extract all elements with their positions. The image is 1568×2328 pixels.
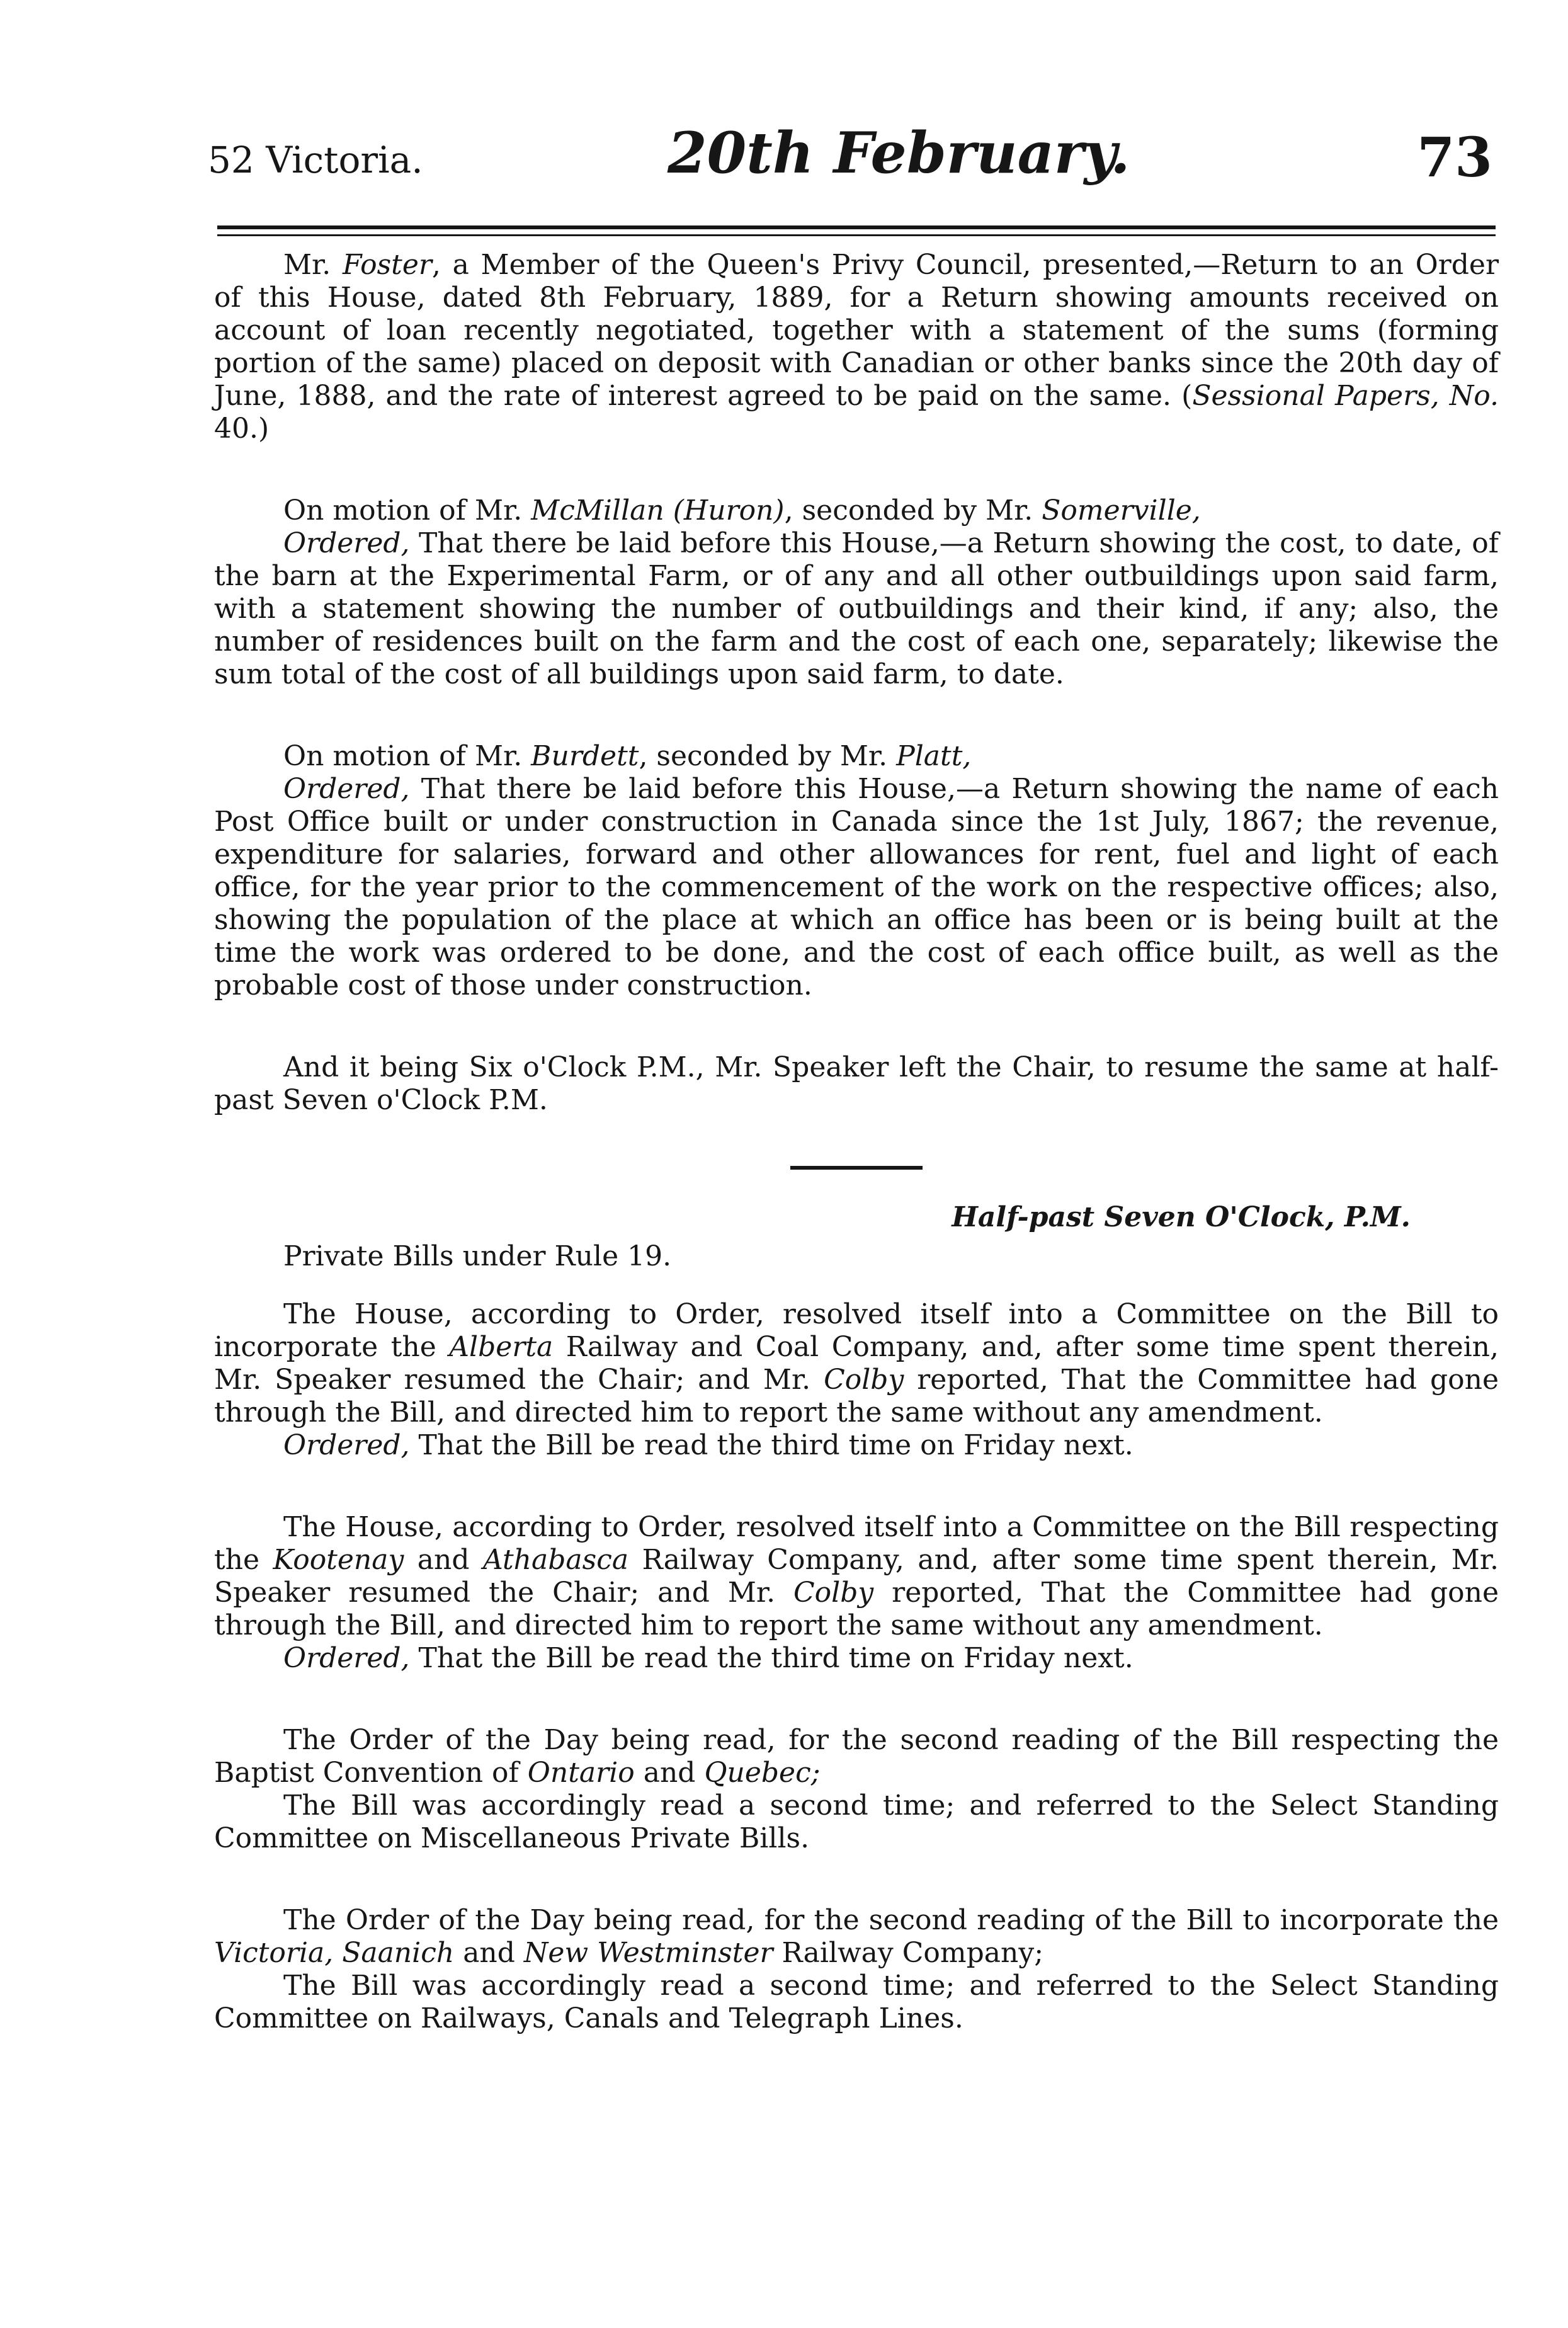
section-divider [790, 1166, 923, 1170]
journal-paragraph [214, 1051, 1499, 1117]
journal-paragraph [214, 740, 1499, 1002]
journal-paragraph [214, 1724, 1499, 1855]
italic-text: Athabasca [483, 1544, 629, 1576]
header-rule-thin [217, 234, 1496, 236]
italic-text: Ordered, [283, 1642, 410, 1674]
italic-text: Platt, [896, 740, 972, 772]
italic-text: Kootenay [273, 1544, 404, 1576]
italic-text: Ordered, [283, 1429, 410, 1461]
journal-paragraph [214, 249, 1499, 445]
italic-text: Ordered, [283, 527, 410, 559]
paragraph-line: The Bill was accordingly read a second time; and referred to the Select Standing Committee on Miscellaneous Private Bills. [214, 1789, 1499, 1854]
italic-text: New Westminster [523, 1937, 773, 1969]
italic-text: Sessional Papers, No. [1192, 380, 1499, 412]
paragraph-line: The House, according to Order, resolved itself into a Committee on the Bill respecting the Kootenay and Athabasca Railway Company, and, after some time spent therein, Mr. Speaker resumed the Chair; and Mr. Colby reported, That the Committee had gone through the Bill, and directed him to report the same without any amendment. [214, 1511, 1499, 1641]
journal-body [214, 249, 1499, 2084]
italic-text: Foster [342, 249, 432, 281]
paragraph-line: On motion of Mr. McMillan (Huron), seconded by Mr. Somerville, [283, 494, 1201, 527]
journal-paragraph [214, 494, 1499, 691]
italic-text: McMillan (Huron) [531, 494, 785, 527]
italic-text: Burdett [531, 740, 639, 772]
header-rule [217, 225, 1496, 229]
session-label: 52 Victoria. [208, 139, 423, 181]
paragraph-line: The Order of the Day being read, for the second reading of the Bill to incorporate the Victoria, Saanich and New Westminster Railway Company; [214, 1904, 1499, 1969]
italic-text: Alberta [449, 1331, 554, 1363]
paragraph-line: Ordered, That there be laid before this House,—a Return showing the name of each Post Office built or under construction in Canada since the 1st July, 1867; the revenue, expenditure for salaries, forward and other allowances for rent, fuel and light of each office, for the year prior to the commencement of the work on the respective offices; also, showing the population of the place at which an office has been or is being built at the time the work was ordered to be done, and the cost of each office built, as well as the probable cost of those under construction. [214, 773, 1499, 1001]
paragraph-line: The Order of the Day being read, for the second reading of the Bill respecting the Baptist Convention of Ontario and Quebec; [214, 1724, 1499, 1789]
italic-text: Colby [824, 1364, 904, 1396]
paragraph-line: Mr. Foster, a Member of the Queen's Privy Council, presented,—Return to an Order of this House, dated 8th February, 1889, for a Return showing amounts received on account of loan recently negotiated, together with a statement of the sums (forming portion of the same) placed on deposit with Canadian or other banks since the 20th day of June, 1888, and the rate of interest agreed to be paid on the same. (Sessional Papers, No. 40.) [214, 249, 1499, 445]
paragraph-line: On motion of Mr. Burdett, seconded by Mr. Platt, [283, 740, 972, 772]
private-bills-heading: Private Bills under Rule 19. [283, 1240, 672, 1272]
section-before-adjournment [214, 249, 1499, 1117]
paragraph-line: Ordered, That the Bill be read the third time on Friday next. [283, 1642, 1133, 1674]
journal-paragraph [214, 1904, 1499, 2035]
italic-text: Ontario [527, 1757, 635, 1789]
paragraph-line: Ordered, That the Bill be read the third time on Friday next. [283, 1429, 1133, 1461]
italic-text: Ordered, [283, 773, 410, 805]
paragraph-line: The Bill was accordingly read a second time; and referred to the Select Standing Committee on Railways, Canals and Telegraph Lines. [214, 1970, 1499, 2034]
page-number: 73 [1417, 126, 1492, 190]
sitting-time-heading: Half-past Seven O'Clock, P.M. [952, 1201, 1411, 1233]
page-date: 20th February. [668, 120, 1130, 186]
journal-paragraph [214, 1511, 1499, 1675]
italic-text: Somerville, [1042, 494, 1201, 527]
page-header [0, 120, 1568, 208]
paragraph-line: The House, according to Order, resolved itself into a Committee on the Bill to incorporate the Alberta Railway and Coal Company, and, after some time spent therein, Mr. Speaker resumed the Chair; and Mr. Colby reported, That the Committee had gone through the Bill, and directed him to report the same without any amendment. [214, 1298, 1499, 1429]
section-evening-sitting [214, 1298, 1499, 2035]
italic-text: Colby [793, 1577, 874, 1609]
journal-paragraph [214, 1298, 1499, 1462]
paragraph-line: And it being Six o'Clock P.M., Mr. Speaker left the Chair, to resume the same at half-past Seven o'Clock P.M. [214, 1051, 1499, 1116]
italic-text: Victoria, Saanich [214, 1937, 455, 1969]
paragraph-line: Ordered, That there be laid before this House,—a Return showing the cost, to date, of the barn at the Experimental Farm, or of any and all other outbuildings upon said farm, with a statement showing the number of outbuildings and their kind, if any; also, the number of residences built on the farm and the cost of each one, separately; likewise the sum total of the cost of all buildings upon said farm, to date. [214, 527, 1499, 690]
italic-text: Quebec; [704, 1757, 821, 1789]
